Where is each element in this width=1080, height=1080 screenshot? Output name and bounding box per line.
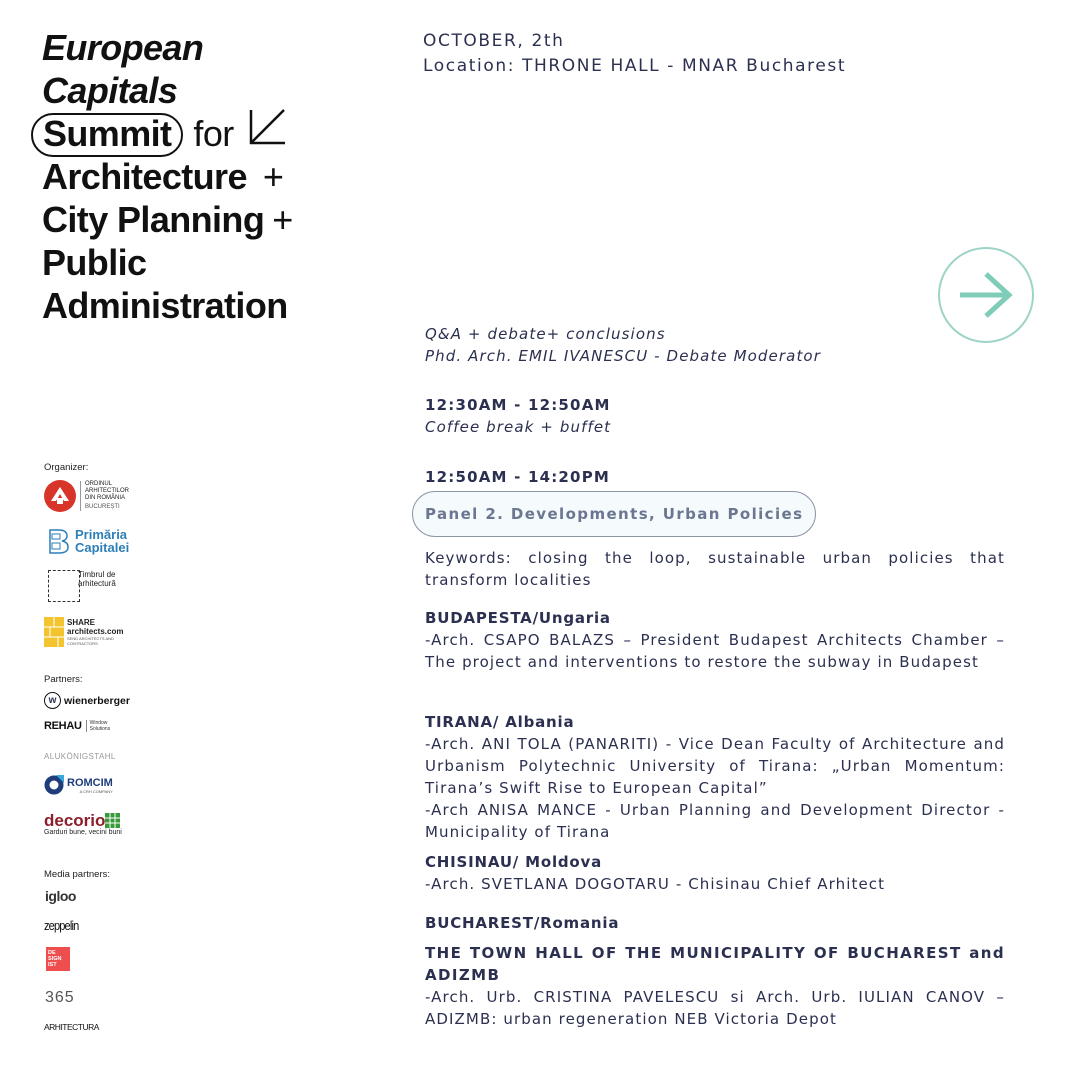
primaria-logo <box>47 528 139 554</box>
zeppelin-logo <box>44 918 84 933</box>
summit-pill: Summit <box>31 113 183 157</box>
qa-session <box>425 323 1005 367</box>
decorio-grid-icon <box>105 813 120 828</box>
designist-name: DE SIGN IST <box>46 947 70 971</box>
keywords: Keywords: closing the loop, sustainable urban policies that transform localities <box>425 549 1005 589</box>
alukonigstahl-name: ALUKÖNIGSTAHL <box>44 752 116 761</box>
romcim-icon <box>44 775 64 795</box>
title-line-public: Public <box>42 242 147 283</box>
panel-time: 12:50AM - 14:20PM <box>425 468 611 486</box>
rehau-name: REHAU <box>44 720 82 732</box>
keywords-block <box>425 547 1005 591</box>
decorio-name: decorio <box>44 811 106 830</box>
title-architecture: Architecture <box>42 156 247 197</box>
wienerberger-logo <box>44 692 130 709</box>
arrow-right-icon <box>958 271 1014 319</box>
organizer-label: Organizer: <box>44 462 89 473</box>
moderator: Phd. Arch. EMIL IVANESCU - Debate Moderator <box>425 347 821 365</box>
event-date: OCTOBER, 2th <box>423 31 565 51</box>
city-name: TIRANA/ Albania <box>425 713 575 731</box>
igloo-logo <box>45 888 76 904</box>
timbrul-logo <box>48 570 118 602</box>
title-line-summit <box>42 112 342 155</box>
break-description: Coffee break + buffet <box>425 418 612 436</box>
speaker: -Arch. SVETLANA DOGOTARU - Chisinau Chief Arhitect <box>425 875 886 893</box>
partners-label: Partners: <box>44 674 83 685</box>
city-bucharest <box>425 912 1005 1030</box>
speaker: -Arch. ANI TOLA (PANARITI) - Vice Dean Faculty of Architecture and Urbanism Polytechnic University of Tirana: „Urban Momentum: Tirana’s Swift Rise to European Capital” <box>425 735 1005 797</box>
break-time: 12:30AM - 12:50AM <box>425 396 611 414</box>
city-tirana <box>425 711 1005 843</box>
arhitectura-name: ARHITECTURA <box>44 1022 99 1032</box>
oar-icon <box>44 480 76 512</box>
title-line-european: European <box>42 27 204 68</box>
365-name: 365 <box>45 989 75 1006</box>
arrow-down-left-icon <box>248 108 286 155</box>
panel-title-pill: Panel 2. Developments, Urban Policies <box>412 491 816 537</box>
decorio-logo <box>44 812 122 836</box>
alukonigstahl-logo <box>44 752 116 761</box>
romcim-logo <box>44 775 113 795</box>
city-name: BUDAPESTA/Ungaria <box>425 609 611 627</box>
plus-sign: + <box>262 156 284 197</box>
romcim-sub: A CRH COMPANY <box>79 788 113 794</box>
romcim-name: ROMCIM <box>67 776 113 789</box>
zeppelin-name: zeppelin <box>44 918 79 933</box>
speaker: -Arch. Urb. CRISTINA PAVELESCU si Arch. Urb. IULIAN CANOV – ADIZMB: urban regeneration NEB Victoria Depot <box>425 988 1005 1028</box>
panel-time-block <box>425 466 1005 488</box>
designist-logo <box>46 947 70 971</box>
share-architects-logo <box>44 617 127 647</box>
plus-sign: + <box>272 199 293 240</box>
media-partners-label: Media partners: <box>44 869 111 880</box>
title-line-city-planning <box>42 198 342 241</box>
igloo-name: igloo <box>45 888 76 904</box>
share-sub: SEND ARCHITECTS AND CONTRACTORS <box>67 636 114 646</box>
timbrul-frame-icon <box>48 570 80 602</box>
rehau-sub: Window Solutions <box>86 720 112 732</box>
city-name: BUCHAREST/Romania <box>425 914 620 932</box>
speaker: -Arch. CSAPO BALAZS – President Budapest Architects Chamber – The project and interventions to restore the subway in Budapest <box>425 631 1005 671</box>
decorio-sub: Garduri bune, vecini buni <box>44 829 122 836</box>
coffee-break <box>425 394 1005 438</box>
city-chisinau <box>425 851 1005 895</box>
timbrul-name: Timbrul de arhitectură <box>78 570 116 588</box>
oar-name: ORDINUL ARHITECTILOR DIN ROMÂNIA <box>85 481 130 501</box>
share-icon <box>44 617 64 647</box>
365-logo <box>45 989 75 1007</box>
wienerberger-name: wienerberger <box>64 694 130 707</box>
title-line-administration: Administration <box>42 285 288 326</box>
title-for: for <box>193 113 234 154</box>
arhitectura-logo <box>44 1022 99 1032</box>
title-city-planning: City Planning <box>42 199 265 240</box>
wienerberger-icon: w <box>44 692 61 709</box>
event-location: Location: THRONE HALL - MNAR Bucharest <box>423 56 847 76</box>
city-subtitle: THE TOWN HALL OF THE MUNICIPALITY OF BUCHAREST and ADIZMB <box>425 944 1005 984</box>
event-info <box>423 29 846 79</box>
qa-title: Q&A + debate+ conclusions <box>425 325 666 343</box>
share-name: SHARE architects.com <box>67 618 124 636</box>
city-budapest <box>425 607 1005 673</box>
speaker: -Arch ANISA MANCE - Urban Planning and Development Director - Municipality of Tirana <box>425 801 1005 841</box>
title-line-architecture <box>42 155 342 198</box>
oar-sub: BUCUREȘTI <box>85 504 120 510</box>
oar-logo <box>44 480 140 512</box>
primaria-icon <box>47 528 69 554</box>
primaria-name: Primăria Capitalei <box>75 527 130 555</box>
title-line-capitals: Capitals <box>42 70 178 111</box>
city-name: CHISINAU/ Moldova <box>425 853 603 871</box>
event-title <box>42 26 342 327</box>
rehau-logo <box>44 720 112 732</box>
